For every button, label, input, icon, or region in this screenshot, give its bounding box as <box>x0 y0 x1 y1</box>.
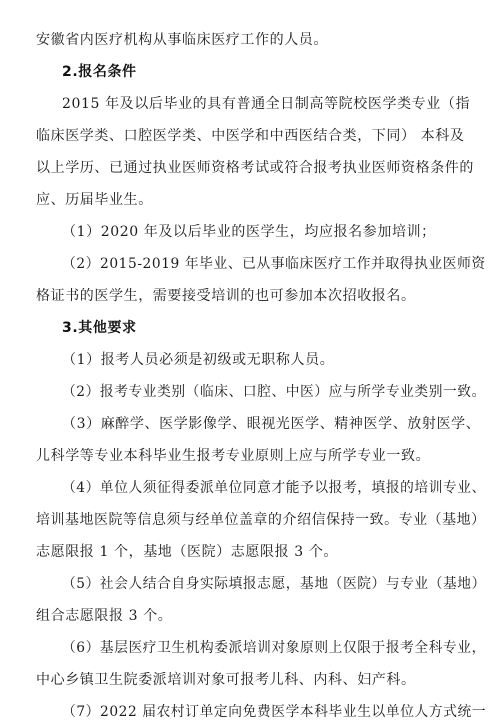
paragraph-line: 以上学历、已通过执业医师资格考试或符合报考执业医师资格条件的 <box>36 160 474 176</box>
section-heading-other-requirements: 3.其他要求 <box>62 320 137 336</box>
list-item-continuation: 中心乡镇卫生院委派培训对象可报考儿科、内科、妇产科。 <box>36 672 416 688</box>
list-item: （2）2015-2019 年毕业、已从事临床医疗工作并取得执业医师资 <box>62 256 486 272</box>
list-item: （6）基层医疗卫生机构委派培训对象原则上仅限于报考全科专业， <box>62 640 486 656</box>
list-item: （7）2022 届农村订单定向免费医学本科毕业生以单位人方式统一 <box>62 704 487 720</box>
text-line: 安徽省内医疗机构从事临床医疗工作的人员。 <box>36 32 328 48</box>
paragraph-line: 2015 年及以后毕业的具有普通全日制高等院校医学类专业（指 <box>62 96 471 112</box>
list-item: （4）单位人须征得委派单位同意才能予以报考，填报的培训专业、 <box>62 480 486 496</box>
section-heading-registration-conditions: 2.报名条件 <box>62 64 137 80</box>
list-item: （1）2020 年及以后毕业的医学生，均应报名参加培训； <box>62 224 436 240</box>
list-item-continuation: 格证书的医学生，需要接受培训的也可参加本次招收报名。 <box>36 288 416 304</box>
list-item-continuation: 儿科学等专业本科毕业生报考专业原则上应与所学专业一致。 <box>36 448 431 464</box>
paragraph-line: 应、历届毕业生。 <box>36 192 153 208</box>
paragraph-line: 临床医学类、口腔医学类、中医学和中西医结合类，下同） 本科及 <box>36 128 465 144</box>
list-item-continuation: 培训基地医院等信息须与经单位盖章的介绍信保持一致。专业（基地） <box>36 512 486 528</box>
list-item: （5）社会人结合自身实际填报志愿，基地（医院）与专业（基地） <box>62 576 486 592</box>
list-item: （2）报考专业类别（临床、口腔、中医）应与所学专业类别一致。 <box>62 384 486 400</box>
list-item-continuation: 组合志愿限报 3 个。 <box>36 608 173 624</box>
list-item: （3）麻醉学、医学影像学、眼视光医学、精神医学、放射医学、 <box>62 416 481 432</box>
list-item-continuation: 志愿限报 1 个，基地（医院）志愿限报 3 个。 <box>36 544 339 560</box>
list-item: （1）报考人员必须是初级或无职称人员。 <box>62 352 335 368</box>
